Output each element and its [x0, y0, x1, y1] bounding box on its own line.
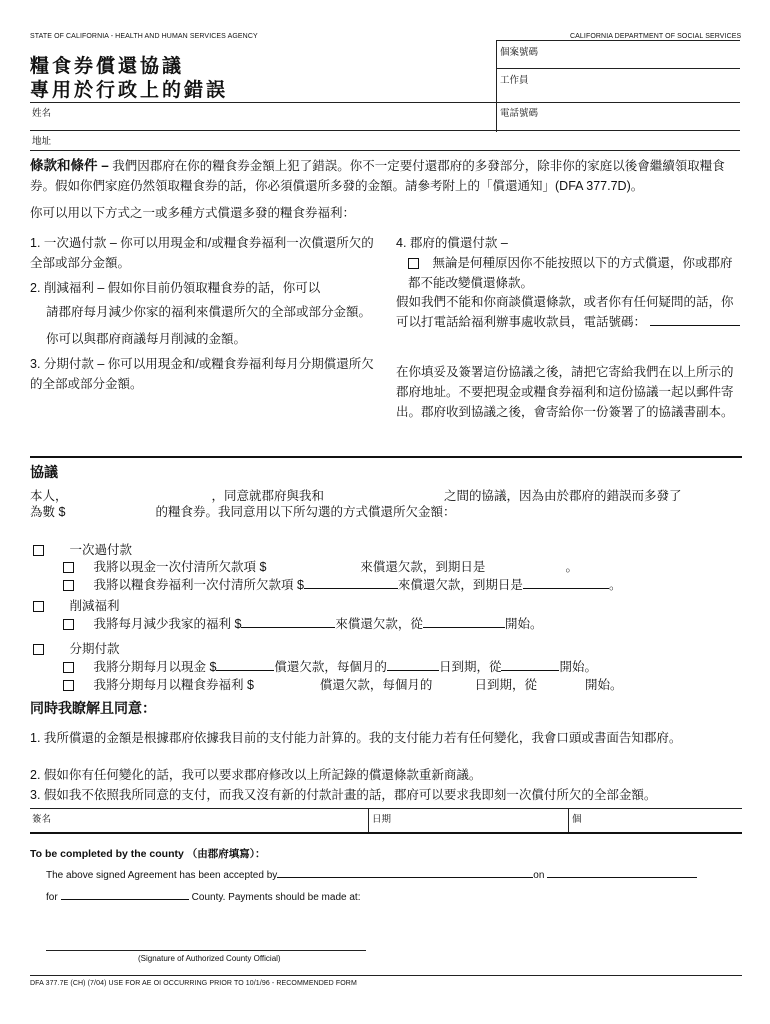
reduce-tail: 來償還欠款，從 [335, 617, 423, 631]
understand-item-1: 1. 我所償還的金額是根據郡府依據我目前的支付能力計算的。我的支付能力若有任何變化，我會口頭或書面告知郡府。 [30, 731, 682, 745]
county-heading-row [30, 846, 266, 861]
installment-option [33, 639, 120, 659]
reduce-row [63, 614, 542, 634]
case-label: 個 [572, 814, 582, 825]
option-4-text: 無論是何種原因你不能按照以下的方式償還，你或郡府都不能改變償還條款。 [408, 256, 733, 290]
title-line1: 糧食券償還協議 [30, 56, 185, 77]
sig-divider-1 [368, 808, 369, 832]
lump-fs-row [63, 575, 621, 595]
option-1: 1. 一次過付款 – 你可以用現金和/或糧食券福利一次償還所欠的全部或部分金額。 [30, 236, 374, 270]
option-3: 3. 分期付款 – 你可以用現金和/或糧食券福利每月分期償還所欠的全部或部分金額。 [30, 357, 374, 391]
understand-item-3: 3. 假如我不依照我所同意的支付，而我又沒有新的付款計畫的話，郡府可以要求我即刻一次償付所欠的全部金額。 [30, 788, 657, 802]
option-4-body [408, 253, 742, 293]
lump-cash-text: 我將以現金一次付清所欠款項 $ [93, 560, 267, 574]
agreement-text-b: ，同意就郡府與我和 [211, 489, 325, 503]
county-name-field[interactable] [61, 890, 189, 900]
lump-fs-amount[interactable] [304, 576, 398, 589]
lump-fs-checkbox[interactable] [63, 580, 74, 591]
county-for-row [46, 890, 360, 903]
lump-fs-text: 我將以糧食券福利一次付清所欠款項 $ [93, 578, 304, 592]
county-for-text: for [46, 892, 58, 903]
agreement-text-d: 為數 $ [30, 505, 66, 519]
agreement-text-c: 之間的協議，因為由於郡府的錯誤而多發了 [444, 489, 682, 503]
official-signature-label: (Signature of Authorized County Official) [138, 954, 281, 963]
lump-sum-label: 一次過付款 [69, 543, 132, 557]
signature-label: 簽名 [32, 814, 52, 825]
lump-cash-end: 。 [565, 560, 578, 574]
inst-fs-row [63, 675, 622, 695]
terms-paragraph [30, 156, 742, 196]
return-note: 在你填妥及簽署這份協議之後，請把它寄給我們在以上所示的郡府地址。不要把現金或糧食券福利和這份協議一起以郵件寄出。郡府收到協議之後，會寄給你一份簽署了的協議書副本。 [396, 365, 734, 419]
lump-cash-checkbox[interactable] [63, 562, 74, 573]
county-heading-zh: （由郡府填寫）： [186, 848, 266, 860]
inst-fs-mid: 償還欠款，每個月的 [319, 678, 433, 692]
sig-divider-2 [568, 808, 569, 832]
inst-cash-mid: 償還欠款，每個月的 [274, 660, 387, 674]
case-number-label: 個案號碼 [500, 47, 539, 58]
name-label: 姓名 [32, 108, 52, 119]
lump-sum-checkbox[interactable] [33, 545, 44, 556]
lump-fs-end: 。 [608, 578, 622, 592]
agreement-text-e: 的糧食券。我同意用以下所勾選的方式償還所欠金額： [155, 505, 456, 519]
option-4-cont-text: 假如我們不能和你商談償還條款，或者你有任何疑問的話，你可以打電話給福利辦事處收款員，電話號碼： [396, 295, 734, 329]
agreement-text-a: 本人， [30, 489, 68, 503]
installment-checkbox[interactable] [33, 644, 44, 655]
inst-cash-amount[interactable] [216, 658, 274, 671]
inst-fs-mid2: 日到期，從 [474, 678, 537, 692]
date-label: 日期 [372, 814, 392, 825]
phone-label: 電話號碼 [500, 108, 539, 119]
row-line-1 [30, 102, 740, 103]
reduce-start[interactable] [423, 615, 505, 628]
understand-heading: 同時我瞭解且同意： [30, 700, 156, 716]
worker-label: 工作員 [500, 75, 529, 86]
terms-body: 我們因郡府在你的糧食券金額上犯了錯誤。你不一定要付還郡府的多發部分，除非你的家庭以後會繼續領取糧食券。假如你們家庭仍然領取糧食券的話，你必須償還所多發的金額。請參考附上的「償還通知」(DFA 377.7D)。 [30, 159, 725, 193]
signature-top-line [30, 808, 742, 809]
inst-fs-text: 我將分期每月以糧食券福利 $ [93, 678, 254, 692]
lump-cash-row [63, 557, 578, 577]
option-2b: 請郡府每月減少你家的福利來償還所欠的全部或部分金額。 [46, 305, 372, 319]
county-heading: To be completed by the county [30, 848, 184, 860]
inst-cash-mid2: 日到期，從 [438, 660, 502, 674]
reduce-amount-checkbox[interactable] [63, 619, 74, 630]
inst-cash-day[interactable] [387, 658, 439, 671]
row-line-2 [30, 130, 740, 131]
reduce-amount[interactable] [241, 615, 335, 628]
county-accepted-row [46, 868, 697, 881]
title-line2: 專用於行政上的錯誤 [30, 80, 229, 101]
installment-label: 分期付款 [69, 642, 120, 656]
agency-left: STATE OF CALIFORNIA - HEALTH AND HUMAN SERVICES AGENCY [30, 33, 258, 40]
lump-cash-tail: 來償還欠款，到期日是 [360, 560, 486, 574]
agreement-line2 [30, 502, 742, 522]
option-2a: 2. 削減福利 – 假如你目前仍領取糧食券的話，你可以 [30, 281, 321, 295]
inst-cash-text: 我將分期每月以現金 $ [93, 660, 217, 674]
reduce-end: 開始。 [504, 617, 543, 631]
inst-cash-row [63, 657, 597, 677]
row-line-3 [30, 150, 740, 151]
signature-bottom-line [30, 832, 742, 834]
agency-right: CALIFORNIA DEPARTMENT OF SOCIAL SERVICES [570, 33, 742, 40]
address-label: 地址 [32, 136, 52, 147]
inst-cash-end: 開始。 [559, 660, 597, 674]
form-footer: DFA 377.7E (CH) (7/04) USE FOR AE OI OCCURRING PRIOR TO 10/1/96 - RECOMMENDED FORM [30, 980, 357, 987]
option-2c: 你可以與郡府商議每月削減的金額。 [46, 332, 247, 346]
understand-item-2: 2. 假如你有任何變化的話，我可以要求郡府修改以上所記錄的償還條款重新商議。 [30, 768, 482, 782]
reduce-checkbox[interactable] [33, 601, 44, 612]
footer-rule [30, 975, 742, 976]
reduce-label: 削減福利 [69, 599, 120, 613]
ways-intro: 你可以用以下方式之一或多種方式償還多發的糧食券福利： [30, 206, 356, 220]
county-accepted-text: The above signed Agreement has been accepted by [46, 870, 278, 881]
option-4-cont [396, 292, 742, 332]
lump-fs-date[interactable] [523, 576, 609, 589]
header-divider [496, 40, 497, 132]
collector-phone-field[interactable] [650, 313, 740, 326]
lump-fs-tail: 來償還欠款，到期日是 [397, 578, 523, 592]
accepted-date-field[interactable] [547, 868, 697, 878]
official-signature-line[interactable] [46, 950, 366, 951]
inst-fs-end: 開始。 [584, 678, 623, 692]
agreement-rule [30, 456, 742, 458]
case-number-line [496, 68, 740, 69]
header-line [496, 40, 740, 41]
inst-fs-checkbox[interactable] [63, 680, 74, 691]
county-payments-text: County. Payments should be made at: [191, 892, 361, 903]
inst-cash-checkbox[interactable] [63, 662, 74, 673]
county-on-text: on [533, 870, 545, 881]
terms-heading: 條款和條件 – [30, 158, 109, 173]
inst-cash-start[interactable] [501, 658, 559, 671]
reduce-text: 我將每月減少我家的福利 $ [93, 617, 242, 631]
accepted-by-field[interactable] [277, 868, 533, 878]
reduce-option [33, 596, 120, 616]
option-4-checkbox[interactable] [408, 258, 419, 269]
agreement-heading: 協議 [30, 464, 58, 480]
option-4-title: 4. 郡府的償還付款 – [396, 236, 508, 250]
